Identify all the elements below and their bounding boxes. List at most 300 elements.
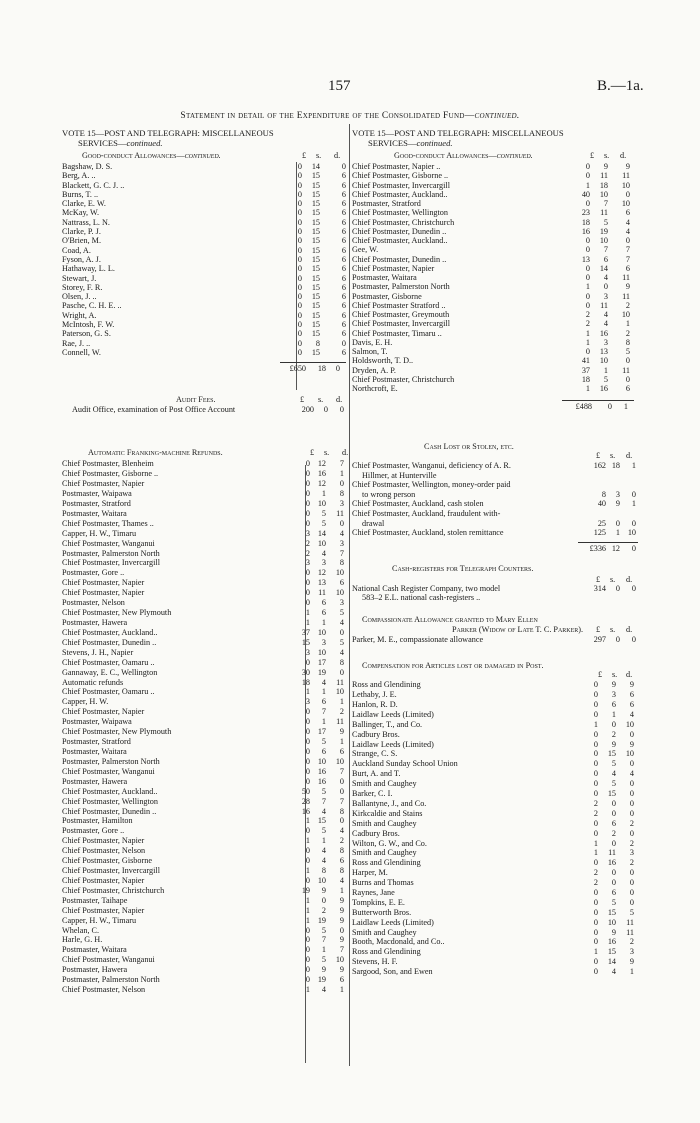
franking-row-pounds: 2 bbox=[305, 548, 310, 558]
right-gc-row-shillings: 10 bbox=[599, 236, 608, 245]
franking-currency-l: £ bbox=[310, 448, 315, 458]
left-vote-title-line2 bbox=[62, 138, 348, 148]
right-gc-row-label: Chief Postmaster, Invercargill bbox=[352, 180, 450, 190]
left-gc-row-label: Fyson, A. J. bbox=[62, 254, 101, 264]
franking-row-pence: 6 bbox=[339, 975, 344, 985]
right-gc-row bbox=[352, 171, 634, 180]
franking-row-pounds: 3 bbox=[305, 558, 310, 568]
franking-row bbox=[62, 945, 358, 955]
compensation-row-shillings: 6 bbox=[611, 818, 616, 828]
compensation-row-shillings: 2 bbox=[611, 828, 616, 838]
compensation-row-shillings: 6 bbox=[611, 700, 616, 710]
franking-row-pounds: 15 bbox=[301, 637, 310, 647]
left-gc-row-label: Paterson, G. S. bbox=[62, 329, 111, 339]
compensation-row-pounds: 0 bbox=[593, 700, 598, 710]
compensation-row-label: Raynes, Jane bbox=[352, 887, 395, 897]
franking-row-label: Chief Postmaster, Napier bbox=[62, 578, 145, 588]
franking-row bbox=[62, 926, 358, 936]
right-gc-row bbox=[352, 245, 634, 254]
right-gc-row-pounds: 1 bbox=[585, 328, 590, 338]
franking-row-shillings: 2 bbox=[321, 905, 326, 915]
franking-row-pounds: 30 bbox=[301, 667, 310, 677]
compassionate-currency-s: s. bbox=[610, 625, 616, 635]
compensation-row-pence: 9 bbox=[629, 739, 634, 749]
compensation-row-label: Smith and Caughey bbox=[352, 927, 417, 937]
franking-row-label: Chief Postmaster, Napier bbox=[62, 707, 145, 717]
franking-row-pounds: 3 bbox=[305, 697, 310, 707]
right-gc-row bbox=[352, 162, 634, 171]
franking-row-pounds: 0 bbox=[305, 568, 310, 578]
franking-row-pounds: 0 bbox=[305, 459, 310, 469]
left-gc-row-pence: 6 bbox=[341, 264, 346, 274]
left-gc-row-label: Storey, F. R. bbox=[62, 282, 103, 292]
right-gc-row bbox=[352, 301, 634, 310]
right-gc-row-pence: 9 bbox=[625, 282, 630, 292]
franking-row bbox=[62, 906, 358, 916]
left-gc-heading-cont: continued. bbox=[184, 151, 221, 160]
compensation-row-shillings: 4 bbox=[611, 769, 616, 779]
compensation-row-pounds: 0 bbox=[593, 680, 598, 690]
franking-row-pounds: 1 bbox=[305, 905, 310, 915]
right-gc-row bbox=[352, 338, 634, 347]
franking-row-label: Chief Postmaster, Napier bbox=[62, 875, 145, 885]
right-gc-currency-l: £ bbox=[590, 151, 595, 160]
compensation-row-shillings: 16 bbox=[607, 937, 616, 947]
compensation-row bbox=[352, 868, 638, 878]
franking-row bbox=[62, 668, 358, 678]
franking-row-shillings: 7 bbox=[321, 707, 326, 717]
compensation-row-pounds: 0 bbox=[593, 690, 598, 700]
left-gc-heading-text: Good-conduct Allowances— bbox=[82, 151, 185, 160]
franking-row-pence: 3 bbox=[339, 598, 344, 608]
franking-row-shillings: 1 bbox=[321, 617, 326, 627]
franking-row-pounds: 3 bbox=[305, 647, 310, 657]
franking-row-shillings: 5 bbox=[321, 508, 326, 518]
compensation-row bbox=[352, 937, 638, 947]
compensation-row bbox=[352, 710, 638, 720]
left-gc-row-pence: 6 bbox=[341, 245, 346, 255]
compensation-row-pence: 11 bbox=[626, 917, 634, 927]
compensation-row-shillings: 14 bbox=[607, 957, 616, 967]
franking-row-shillings: 9 bbox=[321, 885, 326, 895]
franking-row bbox=[62, 618, 358, 628]
franking-row-shillings: 12 bbox=[317, 459, 326, 469]
franking-row-shillings: 3 bbox=[321, 558, 326, 568]
franking-row-shillings: 15 bbox=[317, 816, 326, 826]
left-gc-row-label: McIntosh, F. W. bbox=[62, 320, 115, 330]
franking-row-pounds: 0 bbox=[305, 588, 310, 598]
compensation-row-pounds: 0 bbox=[593, 729, 598, 739]
franking-row-pounds: 0 bbox=[305, 935, 310, 945]
right-gc-currency-d: d. bbox=[620, 151, 627, 160]
cash-registers-name1: National Cash Register Company, two model bbox=[352, 584, 501, 594]
compensation-row-pence: 5 bbox=[629, 907, 634, 917]
franking-row-pence: 5 bbox=[339, 637, 344, 647]
franking-row-shillings: 19 bbox=[317, 975, 326, 985]
franking-row bbox=[62, 697, 358, 707]
compassionate-section bbox=[352, 615, 644, 647]
right-gc-list bbox=[352, 162, 634, 393]
franking-row-pence: 2 bbox=[339, 707, 344, 717]
franking-row-shillings: 5 bbox=[321, 826, 326, 836]
right-gc-heading-cont: continued. bbox=[496, 151, 533, 160]
left-vote-title bbox=[62, 128, 348, 148]
franking-row bbox=[62, 886, 358, 896]
right-gc-row bbox=[352, 384, 634, 393]
franking-row-pounds: 0 bbox=[305, 875, 310, 885]
left-gc-row-label: Connell, W. bbox=[62, 347, 101, 357]
right-gc-row-pounds: 16 bbox=[581, 226, 590, 236]
franking-row-label: Gannaway, E. C., Wellington bbox=[62, 667, 158, 677]
franking-row-shillings: 0 bbox=[321, 895, 326, 905]
compensation-row-pounds: 1 bbox=[593, 848, 598, 858]
franking-row-label: Stevens, J. H., Napier bbox=[62, 647, 134, 657]
franking-row bbox=[62, 578, 358, 588]
left-gc-row bbox=[62, 283, 348, 292]
right-gc-row-shillings: 4 bbox=[603, 273, 608, 282]
compensation-row-label: Tompkins, E. E. bbox=[352, 897, 405, 907]
right-gc-row-pounds: 0 bbox=[585, 263, 590, 273]
compensation-row bbox=[352, 680, 638, 690]
franking-row-label: Automatic refunds bbox=[62, 677, 124, 687]
franking-row-pounds: 0 bbox=[305, 826, 310, 836]
franking-row bbox=[62, 539, 358, 549]
compensation-row-label: Laidlaw Leeds (Limited) bbox=[352, 739, 434, 749]
right-gc-row-pounds: 18 bbox=[581, 374, 590, 384]
compensation-row-pounds: 2 bbox=[593, 798, 598, 808]
left-gc-row-shillings: 8 bbox=[315, 338, 320, 348]
left-gc-row bbox=[62, 208, 348, 217]
franking-row-pounds: 0 bbox=[305, 518, 310, 528]
left-gc-row-pence: 6 bbox=[341, 171, 346, 181]
left-gc-total-l: £650 bbox=[289, 364, 306, 374]
franking-row-pence: 7 bbox=[339, 766, 344, 776]
franking-row-shillings: 6 bbox=[321, 697, 326, 707]
left-vote-title-line1: VOTE 15—POST AND TELEGRAPH: MISCELLANEOUS bbox=[62, 128, 274, 138]
franking-row-label: Chief Postmaster, Napier bbox=[62, 836, 145, 846]
franking-heading-row bbox=[62, 448, 348, 458]
compensation-row-pence: 0 bbox=[629, 878, 634, 888]
left-gc-row-pounds: 0 bbox=[297, 236, 302, 246]
left-gc-row bbox=[62, 190, 348, 199]
franking-row-pounds: 37 bbox=[301, 627, 310, 637]
franking-row-label: Chief Postmaster, Nelson bbox=[62, 985, 146, 995]
audit-office-l: 200 bbox=[301, 405, 314, 415]
franking-row-pence: 0 bbox=[339, 816, 344, 826]
compensation-row-label: Strange, C. S. bbox=[352, 749, 398, 759]
franking-row-pounds: 16 bbox=[301, 806, 310, 816]
compensation-row-label: Harper, M. bbox=[352, 868, 388, 878]
franking-row-label: Harle, G. H. bbox=[62, 935, 103, 945]
franking-row-shillings: 4 bbox=[321, 846, 326, 856]
cash-lost-heading: Cash Lost or Stolen, etc. bbox=[424, 442, 514, 452]
franking-row-label: Postmaster, Hamilton bbox=[62, 816, 133, 826]
compensation-row-label: Burt, A. and T. bbox=[352, 769, 401, 779]
left-gc-row-pence: 0 bbox=[341, 162, 346, 171]
left-gc-row-shillings: 15 bbox=[311, 171, 320, 181]
cash-lost-row bbox=[352, 509, 644, 528]
left-gc-row-pence: 6 bbox=[341, 301, 346, 311]
franking-row-label: Chief Postmaster, Auckland.. bbox=[62, 786, 158, 796]
franking-row-shillings: 6 bbox=[321, 608, 326, 618]
left-gc-row bbox=[62, 236, 348, 245]
right-gc-row-label: Chief Postmaster, Gisborne .. bbox=[352, 171, 449, 181]
franking-row-pounds: 0 bbox=[305, 975, 310, 985]
right-gc-heading-text: Good-conduct Allowances— bbox=[394, 151, 497, 160]
right-gc-row bbox=[352, 310, 634, 319]
franking-row-pence: 4 bbox=[339, 826, 344, 836]
franking-row-pounds: 1 bbox=[305, 617, 310, 627]
franking-row-label: Chief Postmaster, Oamaru .. bbox=[62, 687, 155, 697]
franking-row bbox=[62, 965, 358, 975]
franking-row-label: Chief Postmaster, New Plymouth bbox=[62, 727, 172, 737]
franking-row bbox=[62, 955, 358, 965]
franking-row-shillings: 10 bbox=[317, 756, 326, 766]
left-gc-list bbox=[62, 162, 348, 357]
franking-row-pounds: 0 bbox=[305, 578, 310, 588]
cash-lost-row-pence: 1 bbox=[631, 461, 636, 471]
compensation-row-pounds: 0 bbox=[593, 779, 598, 789]
franking-row-label: Chief Postmaster, Gisborne .. bbox=[62, 469, 159, 479]
right-gc-row-shillings: 4 bbox=[603, 319, 608, 329]
left-gc-row bbox=[62, 301, 348, 310]
left-gc-row-label: Berg, A. .. bbox=[62, 171, 96, 181]
compensation-row-pence: 0 bbox=[629, 729, 634, 739]
compensation-row-label: Sargood, Son, and Ewen bbox=[352, 967, 433, 977]
franking-row-label: Chief Postmaster, Gisborne bbox=[62, 856, 152, 866]
franking-row-pence: 8 bbox=[339, 558, 344, 568]
compensation-row-pence: 2 bbox=[629, 838, 634, 848]
franking-row-pounds: 1 bbox=[305, 895, 310, 905]
compensation-row-pounds: 0 bbox=[593, 897, 598, 907]
left-gc-row bbox=[62, 311, 348, 320]
franking-row bbox=[62, 876, 358, 886]
left-gc-row-label: Stewart, J. bbox=[62, 273, 97, 283]
right-gc-row-shillings: 7 bbox=[603, 199, 608, 208]
franking-row-pounds: 19 bbox=[301, 885, 310, 895]
franking-row-pounds: 0 bbox=[305, 717, 310, 727]
left-gc-row-pounds: 0 bbox=[297, 347, 302, 357]
compensation-section bbox=[352, 661, 644, 977]
right-gc-row-label: Chief Postmaster, Napier bbox=[352, 263, 435, 273]
franking-row-pence: 9 bbox=[339, 727, 344, 737]
right-gc-row-pence: 2 bbox=[625, 328, 630, 338]
franking-currency-s: s. bbox=[324, 448, 330, 458]
compensation-row-pence: 3 bbox=[629, 848, 634, 858]
left-gc-row-pence: 6 bbox=[341, 227, 346, 237]
compensation-row-pence: 10 bbox=[625, 749, 634, 759]
compensation-row-shillings: 15 bbox=[607, 749, 616, 759]
compensation-row-shillings: 4 bbox=[611, 967, 616, 977]
right-gc-row-pence: 8 bbox=[625, 337, 630, 347]
franking-row-pounds: 0 bbox=[305, 776, 310, 786]
cash-lost-total bbox=[578, 542, 638, 553]
compensation-row-label: Smith and Caughey bbox=[352, 818, 417, 828]
right-gc-row-pence: 0 bbox=[625, 374, 630, 384]
compensation-row-shillings: 0 bbox=[611, 838, 616, 848]
franking-row-shillings: 17 bbox=[317, 727, 326, 737]
compensation-row-shillings: 0 bbox=[611, 868, 616, 878]
franking-row-pence: 7 bbox=[339, 548, 344, 558]
right-gc-row-shillings: 11 bbox=[600, 208, 608, 218]
franking-row-pounds: 1 bbox=[305, 915, 310, 925]
compensation-row-shillings: 9 bbox=[611, 739, 616, 749]
franking-row-pence: 6 bbox=[339, 856, 344, 866]
franking-row-pounds: 1 bbox=[305, 836, 310, 846]
compensation-row bbox=[352, 740, 638, 750]
compensation-row-label: Smith and Caughey bbox=[352, 779, 417, 789]
right-gc-row-shillings: 3 bbox=[603, 291, 608, 301]
right-gc-row bbox=[352, 366, 634, 375]
right-gc-row-pounds: 0 bbox=[585, 162, 590, 171]
cash-lost-row-label-cont: drawal bbox=[362, 518, 385, 528]
right-gc-row-label: Chief Postmaster Stratford .. bbox=[352, 300, 446, 310]
franking-row-label: Chief Postmaster, Napier bbox=[62, 588, 145, 598]
page-reference: B.—1a. bbox=[597, 78, 644, 94]
cash-lost-row-shillings: 9 bbox=[615, 499, 620, 509]
franking-row-pence: 10 bbox=[335, 756, 344, 766]
left-gc-row-shillings: 15 bbox=[311, 236, 320, 246]
right-gc-row-shillings: 16 bbox=[599, 328, 608, 338]
franking-row-shillings: 6 bbox=[321, 746, 326, 756]
franking-row-label: Postmaster, Stratford bbox=[62, 498, 131, 508]
franking-row-shillings: 12 bbox=[317, 568, 326, 578]
franking-row-pence: 4 bbox=[339, 528, 344, 538]
compensation-row bbox=[352, 898, 638, 908]
compensation-row-pounds: 0 bbox=[593, 828, 598, 838]
franking-row-label: Chief Postmaster, Wanganui bbox=[62, 766, 155, 776]
right-gc-row-shillings: 11 bbox=[600, 171, 608, 181]
right-gc-row-label: Postmaster, Gisborne bbox=[352, 291, 422, 301]
cash-lost-currency-d: d. bbox=[626, 451, 633, 461]
right-gc-row-pounds: 0 bbox=[585, 300, 590, 310]
compensation-row-pence: 0 bbox=[629, 868, 634, 878]
compensation-row bbox=[352, 799, 638, 809]
compensation-list bbox=[352, 680, 638, 977]
compensation-row-pence: 3 bbox=[629, 947, 634, 957]
right-gc-row bbox=[352, 208, 634, 217]
franking-row-shillings: 1 bbox=[321, 945, 326, 955]
left-gc-row-pence: 6 bbox=[341, 329, 346, 339]
franking-row-pence: 8 bbox=[339, 489, 344, 498]
cash-registers-s: 0 bbox=[615, 584, 620, 594]
right-vote-title-line2 bbox=[352, 138, 644, 148]
compensation-row-label: Barker, C. I. bbox=[352, 789, 393, 799]
compensation-row-pence: 0 bbox=[629, 887, 634, 897]
franking-row bbox=[62, 509, 358, 519]
left-gc-currency-l: £ bbox=[302, 151, 307, 160]
compensation-row-label: Burns and Thomas bbox=[352, 878, 414, 888]
right-gc-row-pounds: 0 bbox=[585, 273, 590, 282]
compensation-row-pounds: 0 bbox=[593, 749, 598, 759]
franking-row-pounds: 0 bbox=[305, 766, 310, 776]
left-gc-total-s: 18 bbox=[317, 364, 326, 374]
cash-registers-section bbox=[352, 564, 644, 603]
cash-lost-row-pence: 0 bbox=[631, 518, 636, 528]
audit-office-name: Audit Office, examination of Post Office Account bbox=[72, 405, 236, 415]
right-vote-cont: continued. bbox=[416, 138, 453, 148]
left-gc-row-shillings: 15 bbox=[311, 217, 320, 227]
franking-row-label: Postmaster, Nelson bbox=[62, 598, 125, 608]
compensation-row bbox=[352, 888, 638, 898]
franking-row-shillings: 17 bbox=[317, 657, 326, 667]
cash-lost-row-pounds: 162 bbox=[593, 461, 606, 471]
cash-lost-row-pounds: 8 bbox=[601, 489, 606, 499]
right-gc-row-pounds: 1 bbox=[585, 384, 590, 393]
franking-row-label: Postmaster, Hawera bbox=[62, 965, 128, 975]
franking-row-pounds: 0 bbox=[305, 598, 310, 608]
franking-row-shillings: 4 bbox=[321, 677, 326, 687]
franking-row-label: Postmaster, Hawera bbox=[62, 776, 128, 786]
compensation-row-pounds: 0 bbox=[593, 937, 598, 947]
franking-row-pence: 0 bbox=[339, 627, 344, 637]
franking-row-pence: 7 bbox=[339, 945, 344, 955]
cash-registers-l: 314 bbox=[593, 584, 606, 594]
compensation-row bbox=[352, 690, 638, 700]
left-gc-row bbox=[62, 348, 348, 357]
right-gc-row-label: Chief Postmaster, Auckland.. bbox=[352, 189, 448, 199]
cash-lost-row-label: Chief Postmaster, Auckland, fraudulent with- bbox=[352, 509, 501, 519]
audit-currency-d: d. bbox=[336, 395, 343, 405]
franking-row bbox=[62, 479, 358, 489]
compassionate-d: 0 bbox=[631, 635, 636, 645]
franking-row-shillings: 16 bbox=[317, 776, 326, 786]
franking-row-pounds: 0 bbox=[305, 727, 310, 737]
compensation-row bbox=[352, 848, 638, 858]
right-gc-row-pence: 2 bbox=[625, 300, 630, 310]
right-gc-row bbox=[352, 329, 634, 338]
compensation-currency-d: d. bbox=[626, 670, 633, 680]
compensation-row-label: Stevens, H. F. bbox=[352, 957, 398, 967]
left-gc-row-label: Blackett, G. C. J. .. bbox=[62, 180, 125, 190]
right-gc-row-shillings: 3 bbox=[603, 337, 608, 347]
compensation-row-pence: 2 bbox=[629, 818, 634, 828]
right-gc-row bbox=[352, 347, 634, 356]
franking-row-label: Chief Postmaster, Dunedin .. bbox=[62, 637, 157, 647]
left-gc-row-label: Pasche, C. H. E. .. bbox=[62, 301, 122, 311]
left-gc-row-pence: 6 bbox=[341, 320, 346, 330]
left-gc-row-shillings: 15 bbox=[311, 227, 320, 237]
franking-row bbox=[62, 529, 358, 539]
compensation-row-pounds: 0 bbox=[593, 887, 598, 897]
compassionate-l: 297 bbox=[593, 635, 606, 645]
left-gc-row-label: Clarke, P. J. bbox=[62, 227, 101, 237]
left-gc-row-pounds: 0 bbox=[297, 171, 302, 181]
right-gc-row bbox=[352, 255, 634, 264]
right-gc-row-shillings: 7 bbox=[603, 245, 608, 255]
compassionate-heading1: Compassionate Allowance granted to Mary Ellen bbox=[362, 615, 538, 625]
left-gc-row-pounds: 0 bbox=[297, 199, 302, 209]
compensation-row bbox=[352, 908, 638, 918]
left-gc-row-pounds: 0 bbox=[297, 208, 302, 218]
franking-row-pounds: 0 bbox=[305, 846, 310, 856]
cash-lost-row-label: Chief Postmaster, Wanganui, deficiency of A. R. bbox=[352, 461, 511, 471]
left-gc-row-shillings: 15 bbox=[311, 310, 320, 320]
franking-row-pence: 10 bbox=[335, 588, 344, 598]
compassionate-s: 0 bbox=[615, 635, 620, 645]
right-gc-row-pence: 6 bbox=[625, 208, 630, 218]
cash-lost-currency-s: s. bbox=[610, 451, 616, 461]
compensation-row bbox=[352, 878, 638, 888]
left-gc-row-pence: 6 bbox=[341, 292, 346, 302]
franking-row bbox=[62, 935, 358, 945]
right-gc-total-row bbox=[352, 400, 644, 411]
compensation-row-pence: 1 bbox=[629, 967, 634, 977]
right-gc-row-pence: 10 bbox=[621, 310, 630, 319]
compensation-heading-row bbox=[352, 661, 644, 680]
right-gc-row-pounds: 40 bbox=[581, 189, 590, 199]
cash-lost-row-label: Chief Postmaster, Auckland, stolen remittance bbox=[352, 528, 504, 538]
